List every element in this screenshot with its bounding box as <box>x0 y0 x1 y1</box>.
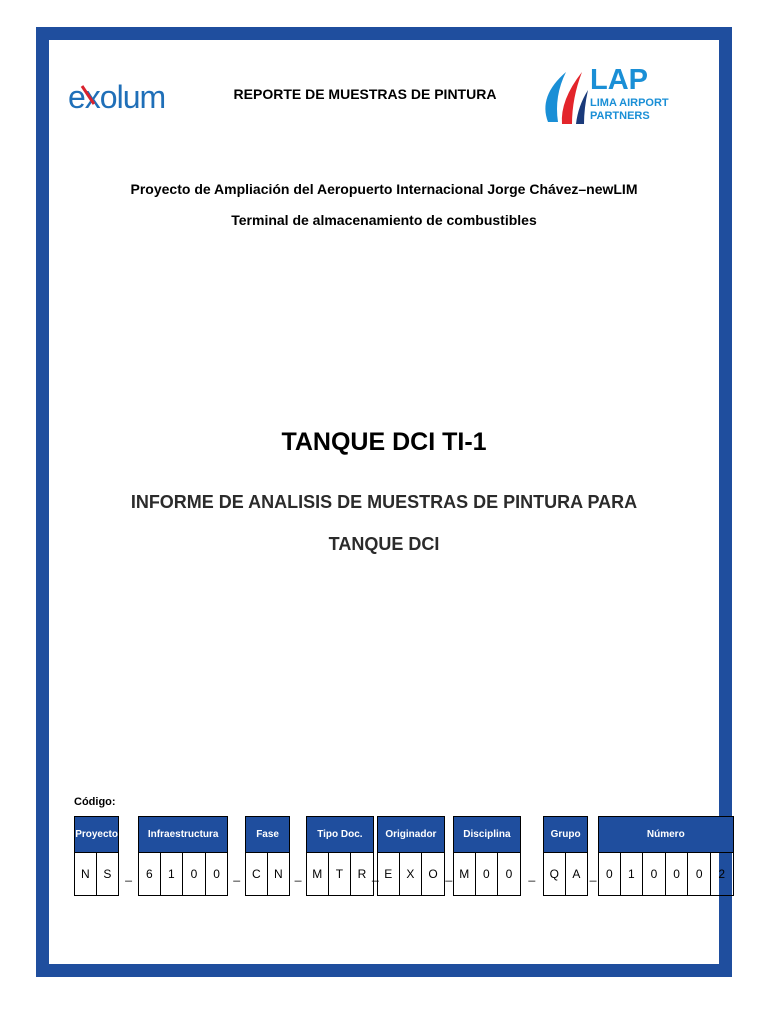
code-group <box>138 816 228 896</box>
lap-logo-line1: LIMA AIRPORT <box>590 97 669 109</box>
code-separator: _ <box>125 868 132 882</box>
code-group <box>543 816 588 896</box>
code-group-header: Proyecto <box>74 816 119 852</box>
code-char-cell: 0 <box>206 852 229 896</box>
code-separator: _ <box>528 868 536 882</box>
code-group-header: Grupo <box>543 816 588 852</box>
code-char-cell: S <box>97 852 120 896</box>
code-group-header: Infraestructura <box>138 816 228 852</box>
code-char-cell: M <box>453 852 476 896</box>
code-char-cell: 2 <box>711 852 734 896</box>
code-separator: _ <box>372 868 379 882</box>
project-subtitle: Terminal de almacenamiento de combustibles <box>231 212 537 228</box>
code-char-cell: 0 <box>666 852 689 896</box>
lap-logo-text: LAP <box>590 64 648 96</box>
code-separator: _ <box>294 868 302 882</box>
code-char-cell: 6 <box>138 852 161 896</box>
code-char-cell: X <box>400 852 423 896</box>
code-group-header: Número <box>598 816 734 852</box>
code-char-cell: O <box>422 852 445 896</box>
lap-logo-subtext <box>590 97 669 123</box>
code-separator: _ <box>445 868 453 882</box>
svg-text:exolum: exolum <box>68 79 166 115</box>
code-char-cell: T <box>329 852 352 896</box>
code-separator: _ <box>233 868 241 882</box>
document-title: TANQUE DCI TI-1 <box>281 428 487 456</box>
code-group-header: Disciplina <box>453 816 521 852</box>
code-group <box>453 816 521 896</box>
code-char-cell: 0 <box>476 852 499 896</box>
code-char-cell: 0 <box>183 852 206 896</box>
code-char-cell: C <box>245 852 268 896</box>
code-char-cell: N <box>74 852 97 896</box>
lap-logo-line2: PARTNERS <box>590 110 650 122</box>
code-group-header: Fase <box>245 816 290 852</box>
code-char-cell: 1 <box>161 852 184 896</box>
code-group <box>74 816 119 896</box>
project-name: Proyecto de Ampliación del Aeropuerto Internacional Jorge Chávez–newLIM <box>130 181 638 197</box>
code-char-cell: N <box>268 852 291 896</box>
code-group <box>306 816 374 896</box>
exolum-logo <box>68 78 188 118</box>
report-title: REPORTE DE MUESTRAS DE PINTURA <box>233 86 497 102</box>
code-label: Código: <box>74 796 116 808</box>
code-char-cell: 1 <box>621 852 644 896</box>
code-char-cell: E <box>377 852 400 896</box>
code-group-header: Originador <box>377 816 445 852</box>
code-char-cell: M <box>306 852 329 896</box>
document-subtitle-line2: TANQUE DCI <box>328 534 440 554</box>
code-char-cell: 0 <box>643 852 666 896</box>
code-group <box>598 816 734 896</box>
code-char-cell: 0 <box>688 852 711 896</box>
code-char-cell: R <box>351 852 374 896</box>
code-group-header: Tipo Doc. <box>306 816 374 852</box>
code-char-cell: A <box>566 852 589 896</box>
code-group <box>245 816 290 896</box>
document-subtitle-line1: INFORME DE ANALISIS DE MUESTRAS DE PINTURA PARA <box>130 492 638 512</box>
code-separator: _ <box>589 868 597 882</box>
code-char-cell: 0 <box>498 852 521 896</box>
code-char-cell: Q <box>543 852 566 896</box>
code-char-cell: 0 <box>598 852 621 896</box>
code-group <box>377 816 445 896</box>
